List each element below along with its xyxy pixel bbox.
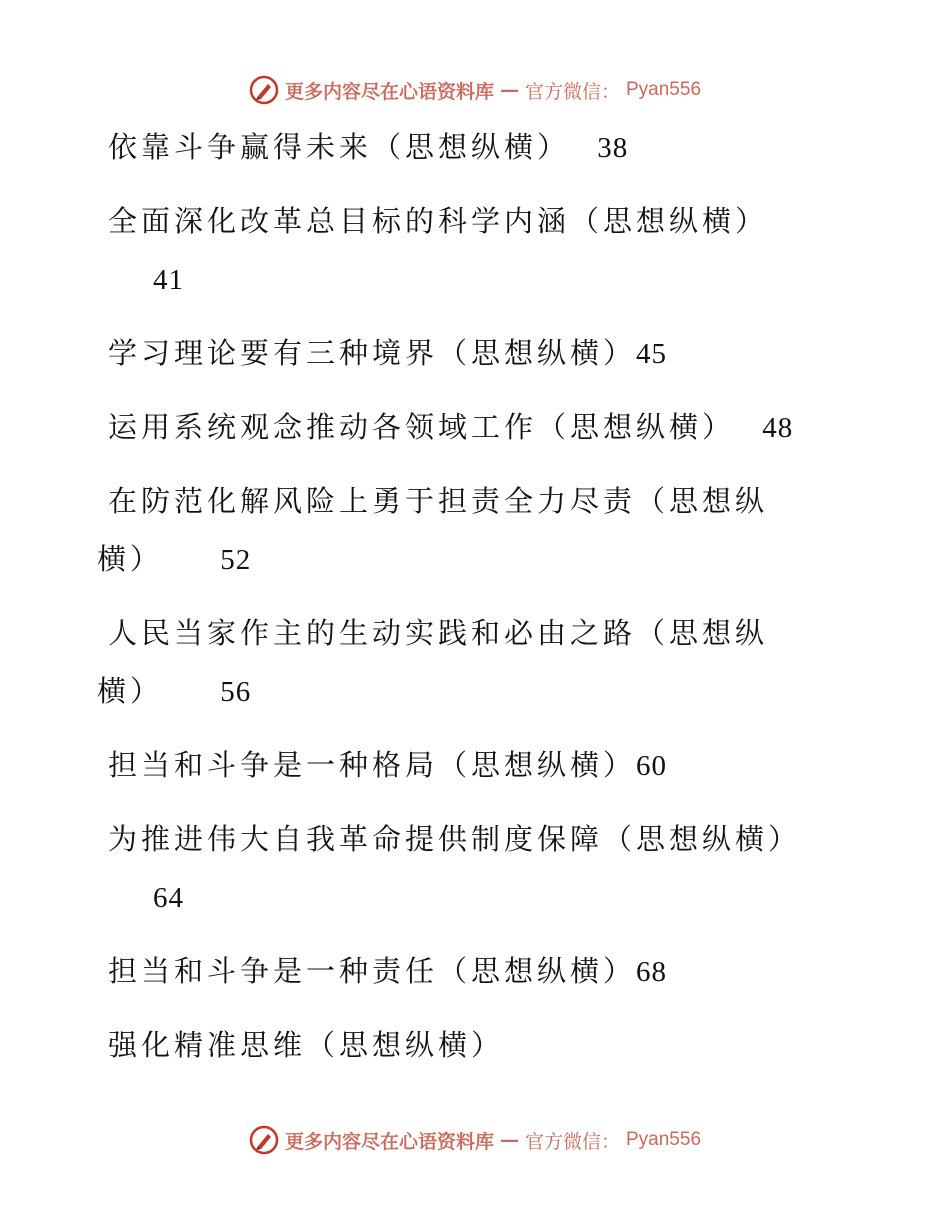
- toc-entry-line: [108, 398, 793, 457]
- toc-entry-title: 学习理论要有三种境界（思想纵横）: [108, 336, 637, 370]
- toc-entry-title: 强化精准思维（思想纵横）: [108, 1028, 505, 1062]
- toc-entry-title: 全面深化改革总目标的科学内涵（思想纵横）: [108, 204, 769, 238]
- pen-logo-icon: [249, 1125, 279, 1155]
- header-banner-dash: —: [499, 79, 519, 101]
- toc-entry-title: 运用系统观念推动各领域工作（思想纵横）: [108, 410, 736, 444]
- toc-entry-line: [108, 810, 801, 868]
- footer-banner-wechat-label: 官方微信：: [524, 1130, 620, 1153]
- toc-entry-title: 为推进伟大自我革命提供制度保障（思想纵横）: [108, 822, 802, 856]
- toc-entry-page: 52: [220, 544, 252, 576]
- header-banner-id: Pyan556: [626, 79, 702, 100]
- toc-entry-line: [97, 530, 251, 589]
- toc-entry-title: 担当和斗争是一种责任（思想纵横）: [108, 954, 637, 988]
- header-banner-wechat-label: 官方微信：: [524, 80, 620, 103]
- toc-entry-line: [108, 942, 667, 1001]
- toc-entry-line: [153, 868, 184, 927]
- toc-entry-page: 64: [153, 882, 184, 914]
- toc-entry-title: 在防范化解风险上勇于担责全力尽责（思想纵: [108, 484, 769, 518]
- header-banner: [0, 70, 950, 110]
- footer-banner-text: 更多内容尽在心语资料库: [284, 1130, 494, 1153]
- toc-entry-line: [108, 118, 628, 177]
- toc-entry-page: 60: [636, 750, 668, 782]
- header-banner-inner: [249, 75, 701, 105]
- toc-entry-title: 依靠斗争赢得未来（思想纵横）: [108, 130, 571, 164]
- footer-banner-dash: —: [499, 1129, 519, 1151]
- toc-entry-line: [97, 662, 251, 721]
- toc-entry-title: 横）: [97, 542, 164, 576]
- toc-entry-page: 68: [636, 956, 668, 988]
- toc-entry-page: 45: [636, 338, 668, 370]
- toc-entry-title: 担当和斗争是一种格局（思想纵横）: [108, 748, 637, 782]
- toc-entry-page: 48: [762, 412, 794, 444]
- toc-entry-page: 56: [220, 676, 252, 708]
- toc-entry-line: [108, 604, 768, 662]
- toc-entry-title: 横）: [97, 674, 164, 708]
- pen-logo-icon: [249, 75, 279, 105]
- toc-entry-line: [108, 736, 667, 795]
- toc-entry-page: 38: [597, 132, 629, 164]
- footer-banner-inner: [249, 1125, 701, 1155]
- header-banner-text: 更多内容尽在心语资料库: [284, 80, 494, 103]
- toc-entry-line: [108, 472, 768, 530]
- footer-banner-id: Pyan556: [626, 1129, 702, 1150]
- toc-entry-page: 41: [153, 264, 184, 296]
- footer-banner: [0, 1120, 950, 1160]
- toc-entry-line: [108, 324, 667, 383]
- toc-entry-title: 人民当家作主的生动实践和必由之路（思想纵: [108, 616, 769, 650]
- toc-entry-line: [108, 1016, 504, 1074]
- toc-entry-line: [153, 250, 184, 309]
- toc-entry-line: [108, 192, 768, 250]
